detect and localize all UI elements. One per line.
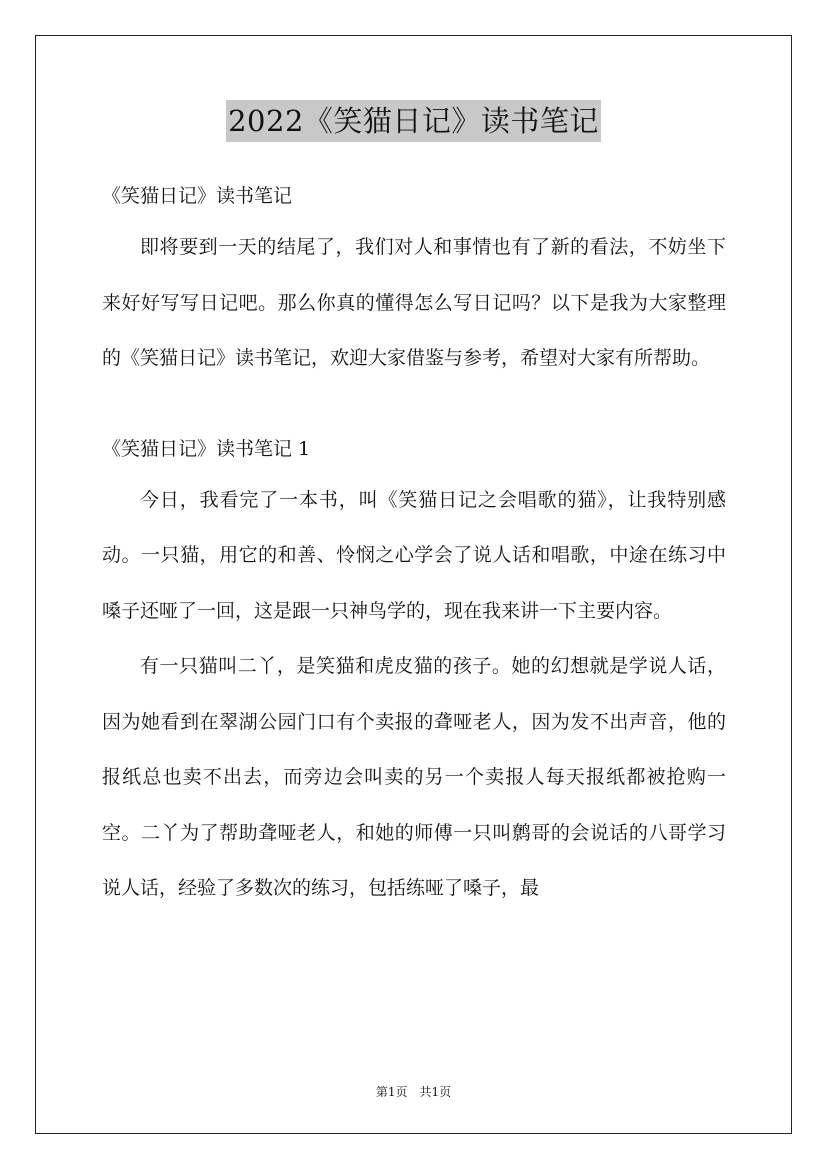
intro-paragraph: 即将要到一天的结尾了，我们对人和事情也有了新的看法，不妨坐下来好好写写日记吧。那么你真的懂得怎么写日记吗？以下是我为大家整理的《笑猫日记》读书笔记，欢迎大家借鉴与参考，希望对大家有所帮助。 — [102, 236, 726, 369]
body-paragraph: 今日，我看完了一本书，叫《笑猫日记之会唱歌的猫》，让我特别感动。一只猫，用它的和善、怜悯之心学会了说人话和唱歌，中途在练习中嗓子还哑了一回，这是跟一只神鸟学的，现在我来讲一下主要内容。 — [102, 488, 726, 622]
document-title-container — [0, 100, 827, 142]
section-spacer — [102, 387, 726, 431]
section-heading: 《笑猫日记》读书笔记 1 — [102, 437, 311, 460]
document-body — [102, 178, 726, 917]
intro-heading: 《笑猫日记》读书笔记 — [102, 185, 293, 207]
document-title: 2022《笑猫日记》读书笔记 — [226, 100, 601, 142]
page-footer: 第1页 共1页 — [375, 1085, 452, 1099]
body-paragraph: 有一只猫叫二丫，是笑猫和虎皮猫的孩子。她的幻想就是学说人话，因为她看到在翠湖公园门口有个卖报的聋哑老人，因为发不出声音，他的报纸总也卖不出去，而旁边会叫卖的另一个卖报人每天报纸都被抢购一空。二丫为了帮助聋哑老人，和她的师傅一只叫鹩哥的会说话的八哥学习说人话，经验了多数次的练习，包括练哑了嗓子，最 — [102, 655, 726, 899]
